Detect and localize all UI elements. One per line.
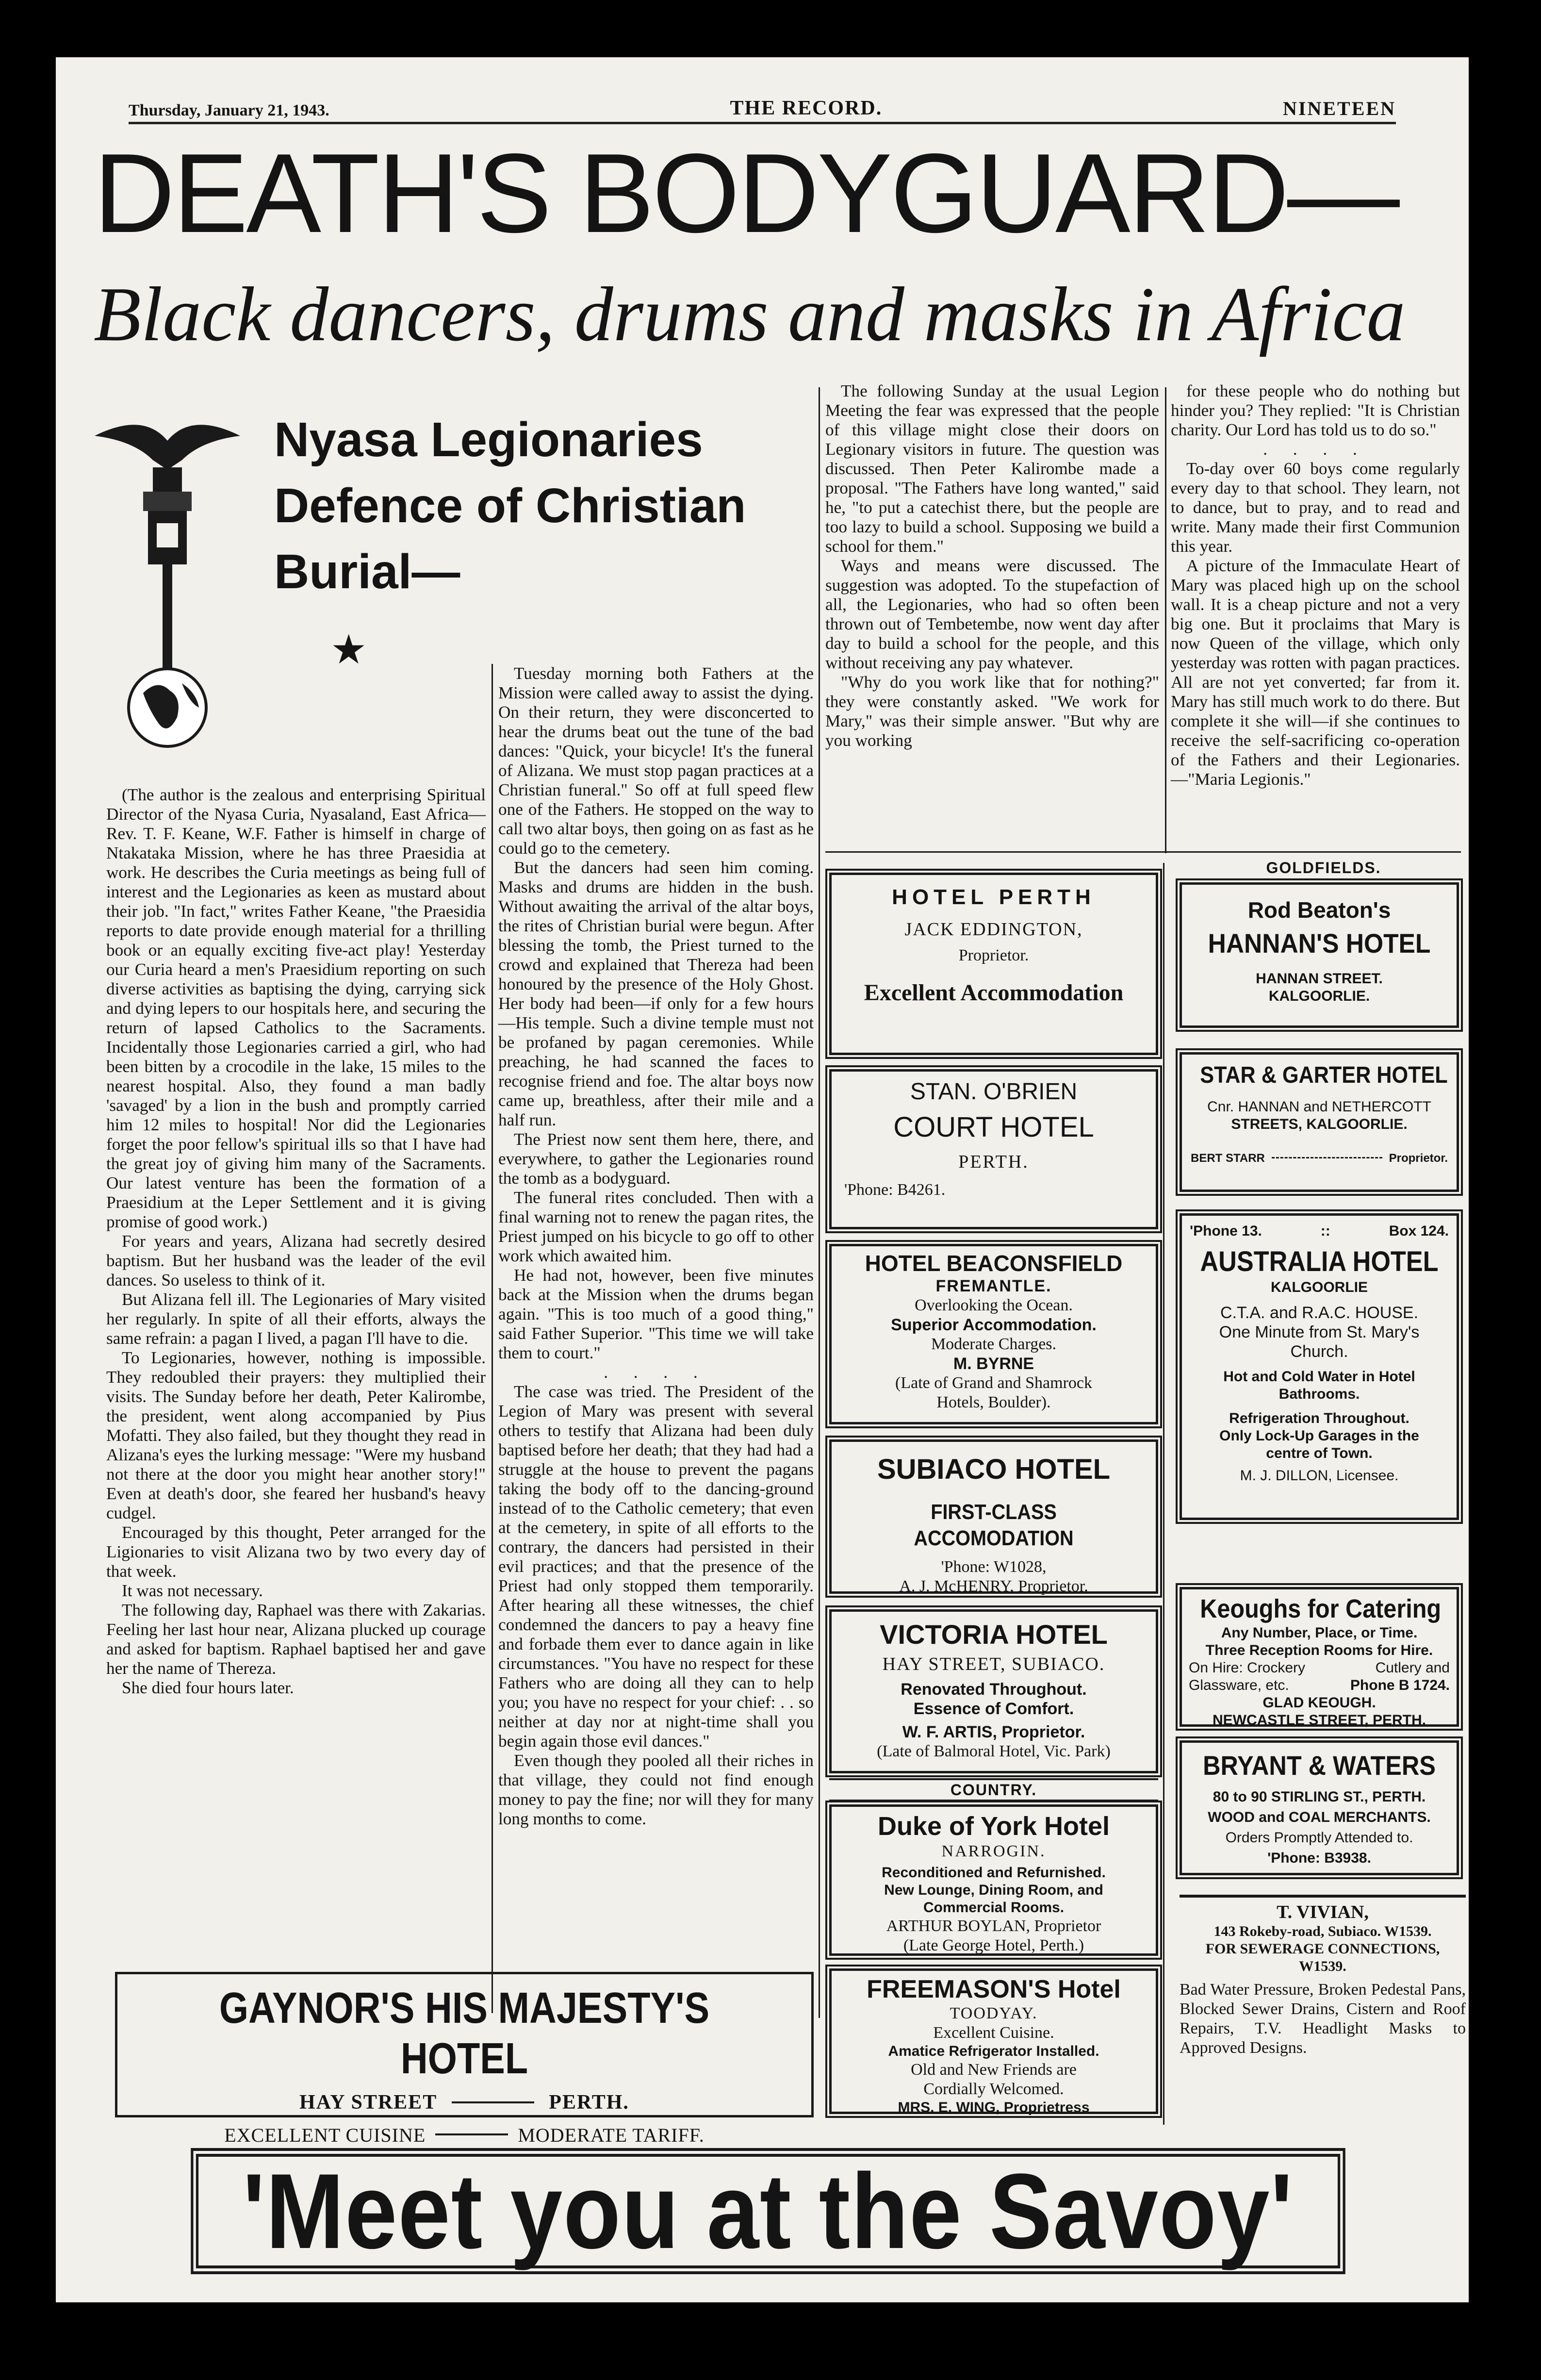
ad-line: One Minute from St. Mary's bbox=[1219, 1323, 1420, 1341]
ad-line: (Late of Balmoral Hotel, Vic. Park) bbox=[877, 1742, 1111, 1760]
ad-body: Bad Water Pressure, Broken Pedestal Pans, Blocked Sewer Drains, Cistern and Roof Repairs, T.V. Headlight Masks to Approved Designs. bbox=[1180, 1981, 1466, 2057]
ad-line: Phone B 1724. bbox=[1350, 1677, 1450, 1693]
paragraph: But Alizana fell ill. The Legionaries of Mary visited her regularly. In spite of all their efforts, always the same refrain: a pagan I lived, a pagan I'll have to die. bbox=[106, 1290, 486, 1348]
article-column-2 bbox=[498, 664, 814, 1829]
paragraph: It was not necessary. bbox=[122, 1581, 263, 1600]
ad-line: Rod Beaton's bbox=[1247, 897, 1391, 923]
ad-line: (Late of Grand and Shamrock bbox=[895, 1374, 1092, 1392]
ad-line: TOODYAY. bbox=[950, 2004, 1038, 2022]
separator-dots: . . . . bbox=[1263, 440, 1368, 459]
paragraph: A picture of the Immaculate Heart of Mary was placed high up on the school wall. It is a cheap picture and not a very big one. But it proclaims that Mary is now Queen of the village, which only yesterday was rotten with pagan practices. All are not yet converted; far from it. Mary has still much work to do there. But complete it she will—if she continues to receive the self-sacrificing co-operation of the Fathers and their Legionaries.—"Maria Legionis." bbox=[1171, 556, 1460, 789]
paragraph: Ways and means were discussed. The suggestion was adopted. To the stupefaction of all, the Legionaries, who had so often been thrown out of Tembetembe, now went day after day to build a school for the people, and this without receiving any pay whatever. bbox=[825, 556, 1159, 672]
ad-line: Hotels, Boulder). bbox=[936, 1393, 1051, 1411]
ad-hotel-perth bbox=[829, 873, 1158, 1055]
ad-savoy-banner: 'Meet you at the Savoy' bbox=[196, 2154, 1340, 2268]
ad-line: 80 to 90 STIRLING ST., PERTH. bbox=[1213, 1789, 1426, 1805]
ad-line: STAN. O'BRIEN bbox=[910, 1079, 1078, 1105]
ad-line: PERTH. bbox=[958, 1152, 1029, 1172]
ad-title: HOTEL PERTH bbox=[892, 885, 1096, 909]
article-subhead bbox=[274, 407, 798, 605]
paragraph: Encouraged by this thought, Peter arranged for the Ligionaries to visit Alizana two by two every day of that week. bbox=[106, 1523, 486, 1581]
ad-title: STAR & GARTER HOTEL bbox=[1200, 1062, 1448, 1088]
ad-title: BRYANT & WATERS bbox=[1203, 1750, 1436, 1781]
page-number: NINETEEN bbox=[1283, 98, 1396, 119]
paragraph: Even though they pooled all their riches in that village, they could not find enough money to pay the fine; nor will they for many long months to come. bbox=[498, 1751, 814, 1828]
paragraph: She died four hours later. bbox=[122, 1678, 294, 1697]
subhead-line: Nyasa Legionaries bbox=[274, 413, 703, 467]
ad-line: Cutlery and bbox=[1375, 1660, 1450, 1676]
ad-star-garter bbox=[1180, 1052, 1459, 1192]
ad-victoria-hotel bbox=[829, 1609, 1158, 1773]
subheadline: Black dancers, drums and masks in Africa bbox=[94, 271, 1406, 357]
paragraph: The case was tried. The President of the Legion of Mary was present with several others to testify that Alizana had been duly baptised before her death; that they had had a struggle at the house to prevent the pagans taking the body off to the dancing-ground instead of to the Catholic cemetery; that even at the cemetery, in spite of all efforts to the contrary, the dancers had persisted in their evil practices; and that the presence of the Priest had only stopped them temporarily. After hearing all these witnesses, the chief condemned the dancers to pay a heavy fine and forbade them ever to dance again in like circumstances. "You have no respect for these Fathers who are doing all they can to help you; you have no respect for your chief: . . so neither at day nor at night-time shall you begin again those evil dances." bbox=[498, 1382, 814, 1751]
article-column-3 bbox=[825, 381, 1159, 750]
ad-line: HAY STREET bbox=[299, 2091, 438, 2114]
ad-line: Amatice Refrigerator Installed. bbox=[888, 2043, 1099, 2059]
ad-line: 'Phone: B4261. bbox=[844, 1181, 946, 1199]
ad-line: Cnr. HANNAN and NETHERCOTT bbox=[1207, 1099, 1431, 1115]
ad-line: Bathrooms. bbox=[1279, 1386, 1360, 1402]
ad-hannans-hotel bbox=[1180, 882, 1459, 1028]
column-rule bbox=[1163, 863, 1164, 2125]
paragraph: To Legionaries, however, nothing is impossible. They redoubled their prayers: they multiplied their visits. The Sunday before her death, Peter Kalirombe, the president, went along accompanied by Pius Mofatti. They also failed, but they thought they read in Alizana's eyes the lurking message: "Were my husband not there at the door you might hear another story!" Even at death's door, she feared her husband's heavy cudgel. bbox=[106, 1348, 486, 1522]
ad-line: Hot and Cold Water in Hotel bbox=[1223, 1369, 1415, 1385]
ad-line: KALGOORLIE bbox=[1271, 1279, 1368, 1295]
ad-line: W. F. ARTIS, Proprietor. bbox=[902, 1723, 1085, 1741]
ad-title: HANNAN'S HOTEL bbox=[1208, 928, 1431, 959]
country-header: COUNTRY. bbox=[829, 1778, 1158, 1802]
ad-line: (Late George Hotel, Perth.) bbox=[903, 1936, 1084, 1954]
ad-line: FIRST-CLASS ACCOMODATION bbox=[914, 1500, 1074, 1550]
subhead-line: Defence of Christian bbox=[274, 479, 746, 533]
ad-line: NARROGIN. bbox=[941, 1842, 1046, 1860]
ad-line: 'Phone: W1028, bbox=[941, 1558, 1047, 1576]
ad-subiaco-hotel bbox=[829, 1439, 1158, 1594]
ad-line: FREMANTLE. bbox=[935, 1277, 1052, 1295]
ad-line: MODERATE TARIFF. bbox=[518, 2124, 705, 2146]
star-icon: ★ bbox=[330, 628, 367, 673]
ad-line: Proprietor. bbox=[958, 946, 1029, 964]
ad-line: Orders Promptly Attended to. bbox=[1225, 1830, 1413, 1846]
column-rule bbox=[1165, 387, 1166, 853]
article-column-4 bbox=[1171, 381, 1460, 789]
ad-title: AUSTRALIA HOTEL bbox=[1200, 1246, 1439, 1277]
ad-beaconsfield bbox=[829, 1244, 1158, 1424]
ad-line: ARTHUR BOYLAN, Proprietor bbox=[886, 1917, 1101, 1935]
paragraph: The Priest now sent them here, there, and everywhere, to gather the Legionaries round the tomb as a bodyguard. bbox=[498, 1130, 814, 1188]
ad-line: WOOD and COAL MERCHANTS. bbox=[1208, 1809, 1431, 1825]
ad-line: PERTH. bbox=[549, 2091, 629, 2114]
ad-line: centre of Town. bbox=[1266, 1445, 1373, 1461]
paragraph: For years and years, Alizana had secretly desired baptism. But her husband was the leader of the evil dances. So useless to think of it. bbox=[106, 1232, 486, 1289]
ad-line: Reconditioned and Refurnished. bbox=[882, 1865, 1106, 1881]
ad-line: Excellent Accommodation bbox=[864, 980, 1124, 1006]
ad-line: EXCELLENT CUISINE bbox=[224, 2124, 426, 2146]
ad-line: NEWCASTLE STREET, PERTH. bbox=[1212, 1712, 1426, 1728]
ad-line: Three Reception Rooms for Hire. bbox=[1205, 1642, 1433, 1658]
paragraph: He had not, however, been five minutes back at the Mission when the drums began again. "This is too much of a good thing," said Father Superior. "This time we will take them to court." bbox=[498, 1266, 814, 1362]
ad-line: Box 124. bbox=[1389, 1223, 1449, 1239]
ad-line: KALGOORLIE. bbox=[1268, 988, 1370, 1004]
paragraph: The following Sunday at the usual Legion Meeting the fear was expressed that the people of this village might close their doors on Legionary visitors in future. The question was discussed. Then Peter Kalirombe made a proposal. "The Fathers have long wanted," said he, "to put a catechist there, but the people are too lazy to build a school. Supposing we build a school for them." bbox=[825, 381, 1159, 556]
column-rule bbox=[492, 664, 493, 2013]
ad-freemasons bbox=[829, 1968, 1158, 2114]
ad-line: Any Number, Place, or Time. bbox=[1221, 1625, 1418, 1641]
masthead bbox=[129, 99, 1396, 124]
paragraph: for these people who do nothing but hinder you? They replied: "It is Christian charity. Our Lord has told us to do so." bbox=[1171, 381, 1460, 439]
paragraph: Tuesday morning both Fathers at the Mission were called away to assist the dying. On their return, they were disconcerted to hear the drums beat out the tune of the bad dances: "Quick, your bicycle! It's the funeral of Alizana. We must stop pagan practices at a Christian funeral." So off at full speed flew one of the Fathers. He stopped on the way to call two altar boys, then going on as fast as he could go to the cemetery. bbox=[498, 664, 814, 858]
ad-line: GLAD KEOUGH. bbox=[1262, 1695, 1376, 1711]
ad-keoughs-catering bbox=[1180, 1587, 1459, 1727]
paper-name: THE RECORD. bbox=[730, 97, 883, 119]
ad-line: M. BYRNE bbox=[953, 1355, 1034, 1373]
ad-line: Renovated Throughout. bbox=[901, 1680, 1087, 1699]
ad-line: New Lounge, Dining Room, and bbox=[884, 1882, 1103, 1898]
ad-line: Excellent Cuisine. bbox=[933, 2024, 1054, 2042]
ad-line: Old and New Friends are bbox=[911, 2061, 1077, 2079]
ad-line: Overlooking the Ocean. bbox=[915, 1296, 1073, 1314]
ad-line: MRS. E. WING, Proprietress bbox=[898, 2099, 1090, 2116]
ad-line: Essence of Comfort. bbox=[913, 1700, 1074, 1718]
ad-line: Refrigeration Throughout. bbox=[1229, 1410, 1410, 1426]
ad-line: BERT STARR bbox=[1191, 1152, 1265, 1165]
ad-line: STREETS, KALGOORLIE. bbox=[1231, 1116, 1408, 1132]
ad-line: HANNAN STREET. bbox=[1256, 971, 1383, 987]
ad-line: 143 Rokeby-road, Subiaco. W1539. bbox=[1213, 1923, 1432, 1939]
ad-title: Keoughs for Catering bbox=[1200, 1594, 1442, 1623]
ad-title: HOTEL BEACONSFIELD bbox=[865, 1251, 1123, 1276]
ad-line: Moderate Charges. bbox=[931, 1335, 1057, 1353]
ad-line: W1539. bbox=[1299, 1958, 1346, 1974]
ad-line: JACK EDDINGTON, bbox=[904, 919, 1083, 940]
ad-line: A. J. McHENRY, Proprietor. bbox=[899, 1577, 1088, 1595]
ad-line: Only Lock-Up Garages in the bbox=[1219, 1428, 1419, 1444]
ad-line: 'Phone 13. bbox=[1190, 1223, 1262, 1239]
ad-line: Proprietor. bbox=[1389, 1152, 1448, 1165]
ad-title: Duke of York Hotel bbox=[877, 1812, 1110, 1841]
ad-title: SUBIACO HOTEL bbox=[877, 1454, 1111, 1485]
paragraph: The funeral rites concluded. Then with a final warning not to renew the pagan rites, the Priest jumped on his bicycle to go off to other work which awaited him. bbox=[498, 1188, 814, 1265]
ad-gaynors bbox=[115, 1972, 814, 2146]
section-rule bbox=[825, 851, 1461, 853]
paragraph: (The author is the zealous and enterprising Spiritual Director of the Nyasa Curia, Nyasaland, East Africa—Rev. T. F. Keane, W.F. Father is himself in charge of Ntakataka Mission, where he has three Praesidia at work. He describes the Curia meetings as being full of interest and the Legionaries as keen as mustard about their job. "In fact," writes Father Keane, "the Praesidia reports to date provide enough material for a thrilling book or an equally exciting five-act play! Yesterday our Curia heard a men's Praesidium reporting on such diverse activities as baptising the dying, carrying sick and dying lepers to our hospitals here, and securing the return of lapsed Catholics to the Sacraments. Incidentally those Legionaries carried a girl, who had been bitten by a crocodile in the lake, 15 miles to the nearest hospital. Also, they found a man badly 'savaged' by a lion in the bush and promptly carried him 12 miles to hospital! Nor did the Legionaries forget the poor fellow's spiritual ills so that I have had the great joy of giving him many of the Sacraments. Our latest venture has been the formation of a Praesidium at the Leper Settlement and it is giving promise of good work.) bbox=[106, 785, 486, 1231]
paragraph: But the dancers had seen him coming. Masks and drums are hidden in the bush. Without awaiting the arrival of the altar boys, the rites of Christian burial were begun. After blessing the tomb, the Priest turned to the crowd and explained that Thereza had been honoured by the presence of the Holy Ghost. Her body had been—if only for a few hours—His temple. Such a divine temple must not be profaned by pagan ceremonies. While preaching, he had scanned the faces to recognise friend and foe. The altar boys now came up, breathless, after their mile and a half run. bbox=[498, 858, 814, 1129]
ad-line: On Hire: Crockery bbox=[1189, 1660, 1306, 1676]
headline: DEATH'S BODYGUARD— bbox=[94, 131, 1398, 256]
ad-australia-hotel bbox=[1180, 1213, 1459, 1520]
ad-line: :: bbox=[1320, 1223, 1330, 1239]
ad-line: C.T.A. and R.A.C. HOUSE. bbox=[1220, 1304, 1419, 1322]
ad-line: FOR SEWERAGE CONNECTIONS, bbox=[1205, 1941, 1440, 1957]
ad-title: FREEMASON'S Hotel bbox=[867, 1975, 1121, 2003]
goldfields-header: GOLDFIELDS. bbox=[1266, 859, 1381, 876]
paragraph: The following day, Raphael was there with Zakarias. Feeling her last hour near, Alizana plucked up courage and asked for baptism. Raphael baptised her and gave her the name of Thereza. bbox=[106, 1601, 486, 1678]
separator-dots: . . . . bbox=[604, 1363, 708, 1382]
ad-duke-of-york bbox=[829, 1804, 1158, 1956]
paragraph: To-day over 60 boys come regularly every day to that school. They learn, not to dance, but to pray, and to read and write. Many made their first Communion this year. bbox=[1171, 459, 1460, 556]
ad-line: Superior Accommodation. bbox=[891, 1316, 1097, 1334]
ad-title: GAYNOR'S HIS MAJESTY'S HOTEL bbox=[219, 1984, 710, 2083]
ad-line: Cordially Welcomed. bbox=[923, 2080, 1064, 2098]
article-column-1 bbox=[106, 785, 486, 1698]
ad-title: VICTORIA HOTEL bbox=[880, 1619, 1108, 1650]
ad-line: Commercial Rooms. bbox=[923, 1900, 1065, 1916]
ad-line: HAY STREET, SUBIACO. bbox=[882, 1654, 1105, 1674]
ad-bryant-waters bbox=[1180, 1740, 1459, 1875]
ad-line: 'Phone: B3938. bbox=[1267, 1850, 1371, 1866]
subhead-line: Burial— bbox=[274, 545, 460, 599]
ad-line: M. J. DILLON, Licensee. bbox=[1240, 1468, 1399, 1484]
ad-court-hotel bbox=[829, 1069, 1158, 1229]
ad-title: COURT HOTEL bbox=[893, 1111, 1094, 1143]
legion-emblem-icon bbox=[85, 407, 250, 756]
ad-line: Church. bbox=[1290, 1342, 1348, 1361]
paragraph: "Why do you work like that for nothing?" they were constantly asked. "We work for Mary," was their simple answer. "But why are you working bbox=[825, 673, 1159, 750]
ad-title: T. VIVIAN, bbox=[1277, 1902, 1369, 1922]
issue-date: Thursday, January 21, 1943. bbox=[129, 101, 329, 119]
column-rule bbox=[819, 387, 820, 2018]
ad-line: Glassware, etc. bbox=[1189, 1677, 1289, 1693]
newspaper-page bbox=[56, 57, 1469, 2302]
ad-vivian bbox=[1180, 1895, 1466, 2118]
